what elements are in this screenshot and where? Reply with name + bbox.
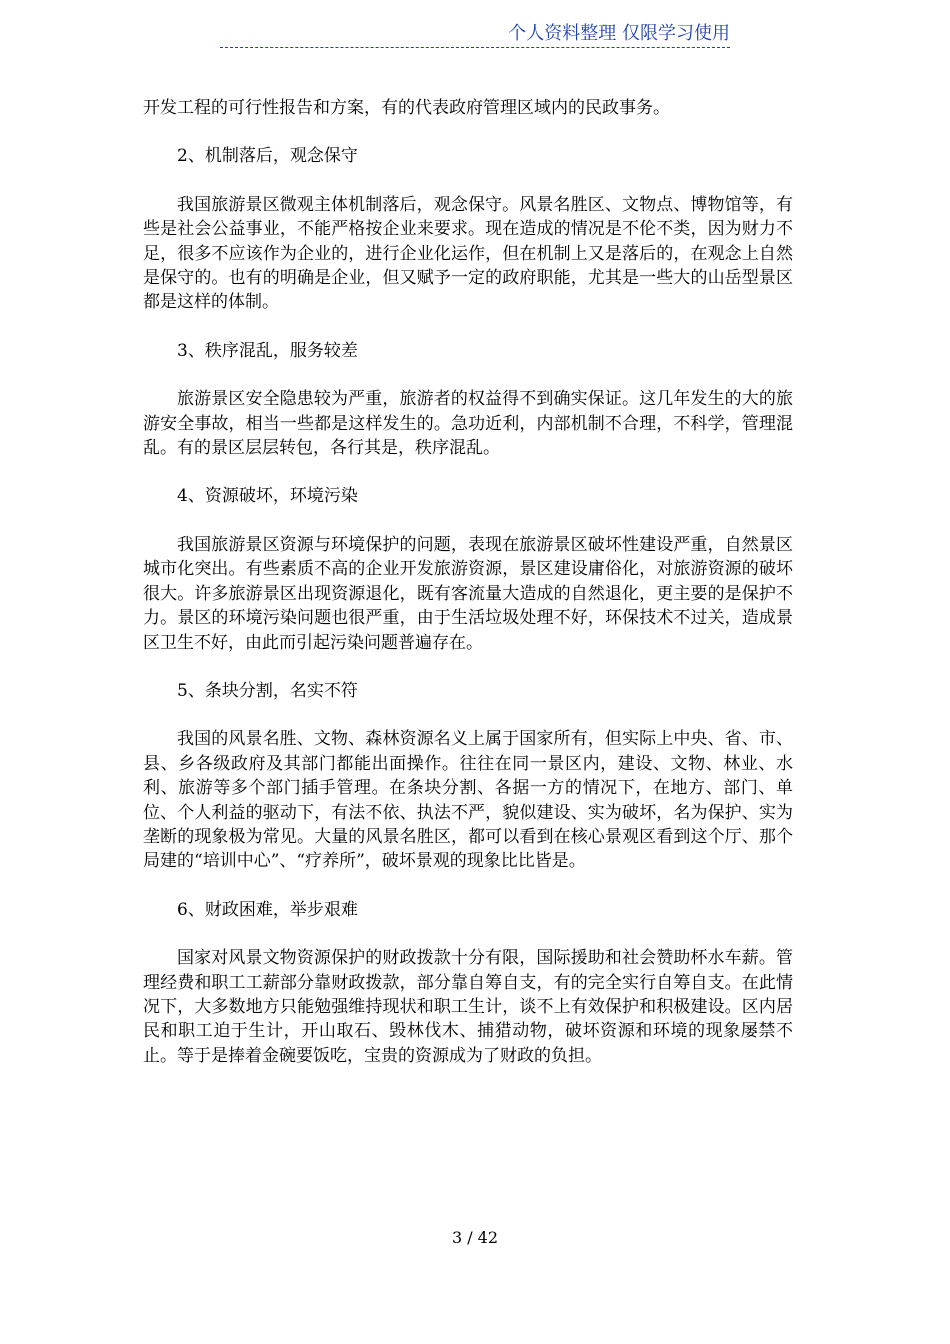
page-header: [220, 22, 730, 50]
intro-paragraph: 开发工程的可行性报告和方案，有的代表政府管理区域内的民政事务。: [143, 98, 670, 118]
section-paragraph: 我国的风景名胜、文物、森林资源名义上属于国家所有，但实际上中央、省、市、县、乡各级政府及其部门都能出面操作。往往在同一景区内，建设、文物、林业、水利、旅游等多个部门插手管理。在条块分割、各据一方的情况下，在地方、部门、单位、个人利益的驱动下，有法不依、执法不严，貌似建设、实为破坏，名为保护、实为垄断的现象极为常见。大量的风景名胜区，都可以看到在核心景观区看到这个厅、那个局建的“培训中心”、“疗养所”，破坏景观的现象比比皆是。: [143, 729, 793, 872]
section-paragraph: 旅游景区安全隐患较为严重，旅游者的权益得不到确实保证。这几年发生的大的旅游安全事故，相当一些都是这样发生的。急功近利，内部机制不合理，不科学，管理混乱。有的景区层层转包，各行其是，秩序混乱。: [143, 389, 793, 459]
header-dashed-rule: [220, 47, 730, 48]
document-body: [143, 96, 793, 1068]
section-heading: 3、秩序混乱，服务较差: [177, 340, 358, 361]
section-heading: 4、资源破坏，环境污染: [177, 486, 358, 507]
section-heading: 5、条块分割，名实不符: [177, 680, 358, 701]
page-number: 3 / 42: [451, 1228, 499, 1247]
section-heading: 2、机制落后，观念保守: [177, 146, 358, 167]
header-watermark-text: 个人资料整理 仅限学习使用: [504, 22, 730, 46]
section-paragraph: 我国旅游景区资源与环境保护的问题，表现在旅游景区破坏性建设严重，自然景区城市化突出。有些素质不高的企业开发旅游资源，景区建设庸俗化，对旅游资源的破坏很大。许多旅游景区出现资源退化，既有客流量大造成的自然退化，更主要的是保护不力。景区的环境污染问题也很严重，由于生活垃圾处理不好，环保技术不过关，造成景区卫生不好，由此而引起污染问题普遍存在。: [143, 534, 793, 653]
section-paragraph: 我国旅游景区微观主体机制落后，观念保守。风景名胜区、文物点、博物馆等，有些是社会公益事业，不能严格按企业来要求。现在造成的情况是不伦不类，因为财力不足，很多不应该作为企业的，进行企业化运作，但在机制上又是落后的，在观念上自然是保守的。也有的明确是企业，但又赋予一定的政府职能，尤其是一些大的山岳型景区都是这样的体制。: [143, 194, 793, 313]
section-paragraph: 国家对风景文物资源保护的财政拨款十分有限，国际援助和社会赞助杯水车薪。管理经费和职工工薪部分靠财政拨款，部分靠自筹自支，有的完全实行自筹自支。在此情况下，大多数地方只能勉强维持现状和职工生计，谈不上有效保护和积极建设。区内居民和职工迫于生计，开山取石、毁林伐木、捕猎动物，破坏资源和环境的现象屡禁不止。等于是捧着金碗要饭吃，宝贵的资源成为了财政的负担。: [143, 948, 793, 1066]
section-heading: 6、财政困难，举步艰难: [177, 899, 358, 920]
